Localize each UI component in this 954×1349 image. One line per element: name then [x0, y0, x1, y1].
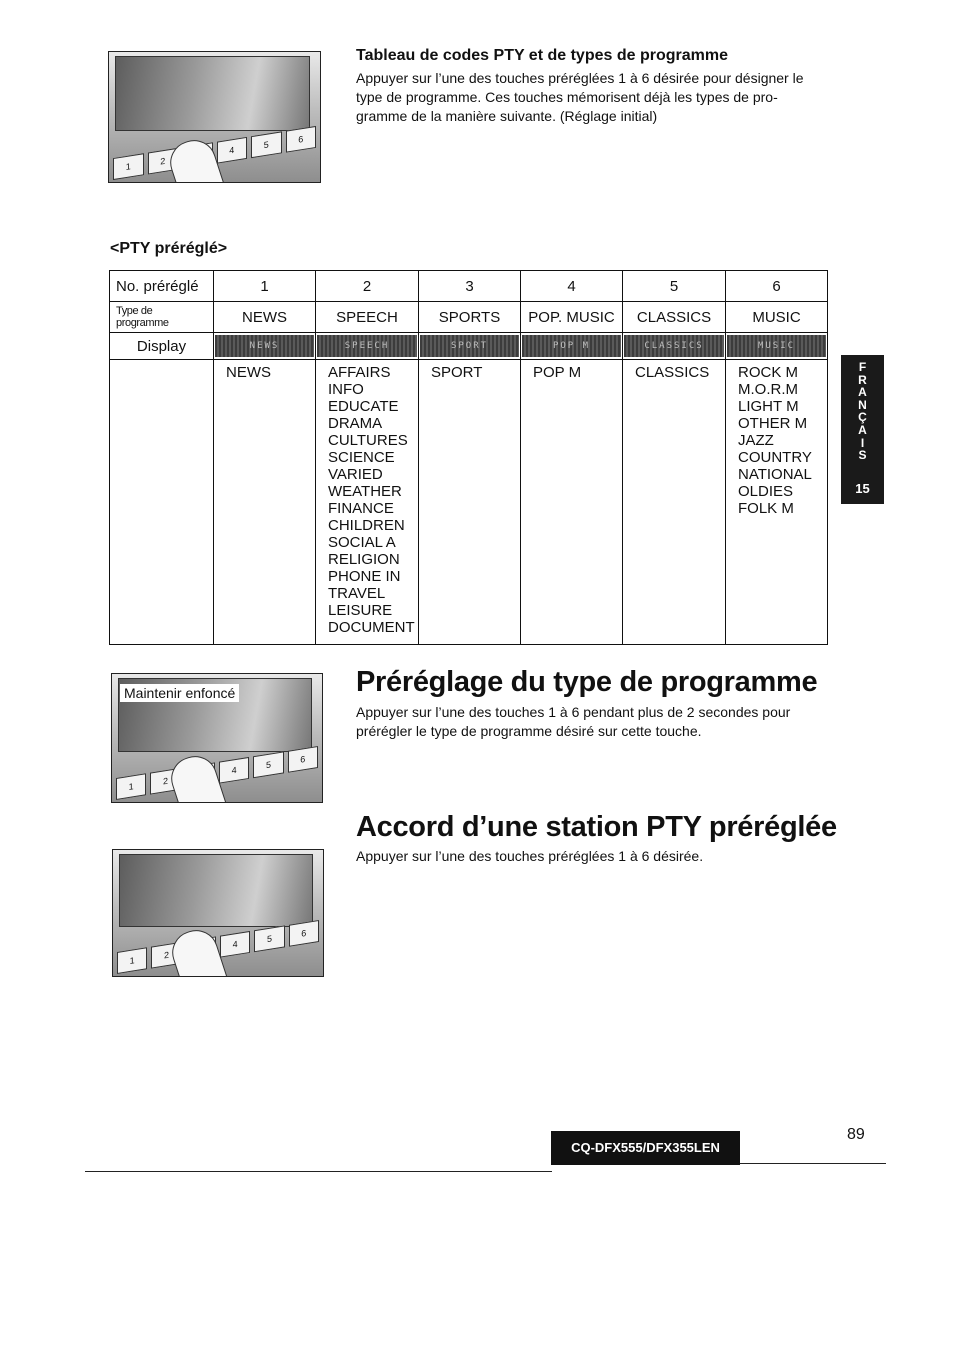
pty-list-item: POP M	[533, 364, 582, 381]
preset-number: 4	[521, 271, 623, 302]
text-line: type de programme. Ces touches mémorisent déjà les types de pro-	[356, 89, 778, 105]
pty-list-item: EDUCATE	[328, 398, 399, 415]
section2-paragraph	[356, 703, 790, 741]
program-type-cell: CLASSICS	[623, 302, 726, 333]
text-line: Appuyer sur l’une des touches préréglées 1 à 6 désirée pour désigner le	[356, 70, 804, 86]
display-cell	[419, 333, 521, 360]
lcd-display-image: SPORT	[420, 335, 519, 357]
text-line: Appuyer sur l’une des touches 1 à 6 pendant plus de 2 secondes pour	[356, 704, 791, 720]
preset-button-5: 5	[251, 131, 282, 158]
pty-list-item: SPORT	[431, 364, 483, 381]
lcd-display-image: CLASSICS	[624, 335, 724, 357]
section-page-number: 15	[855, 481, 870, 496]
preset-button-5: 5	[253, 751, 283, 778]
row-header-preset-no: No. préréglé	[110, 271, 214, 302]
pty-list-item: OLDIES	[738, 483, 794, 500]
preset-button-4: 4	[220, 931, 250, 958]
pty-list-item: FOLK M	[738, 500, 794, 517]
program-type-cell: POP. MUSIC	[521, 302, 623, 333]
preset-number: 1	[214, 271, 316, 302]
tab-letter: I	[860, 435, 865, 450]
section3-paragraph: Appuyer sur l’une des touches préréglées 1 à 6 désirée.	[356, 848, 704, 864]
pty-list-item: JAZZ	[738, 432, 774, 449]
program-type-cell: MUSIC	[726, 302, 828, 333]
pty-list-item: CULTURES	[328, 432, 408, 449]
preset-number: 6	[726, 271, 828, 302]
lcd-display-image: SPEECH	[317, 335, 417, 357]
pty-list-column-5	[623, 360, 726, 645]
section-title-preset-program-type: Préréglage du type de programme	[356, 666, 818, 698]
page-number: 89	[847, 1126, 865, 1143]
lcd-display-image: MUSIC	[727, 335, 826, 357]
display-cell	[726, 333, 828, 360]
pty-list-item: FINANCE	[328, 500, 394, 517]
table-row	[110, 360, 828, 645]
pty-list-item: OTHER M	[738, 415, 808, 432]
display-cell	[316, 333, 419, 360]
tab-letter: S	[858, 448, 867, 463]
section-title-pty-codes: Tableau de codes PTY et de types de programme	[356, 47, 728, 64]
pty-list-column-3	[419, 360, 521, 645]
empty-cell	[110, 360, 214, 645]
preset-button-2: 2	[151, 942, 181, 969]
preset-button-4: 4	[219, 757, 249, 784]
row-header-display: Display	[110, 333, 214, 360]
pty-list-item: PHONE IN	[328, 568, 401, 585]
pty-preset-heading: <PTY préréglé>	[110, 240, 228, 257]
stereo-display-panel	[115, 56, 310, 131]
preset-number: 3	[419, 271, 521, 302]
preset-button-1: 1	[117, 947, 147, 974]
pty-list-item: M.O.R.M	[738, 381, 798, 398]
program-type-cell: NEWS	[214, 302, 316, 333]
pty-list-item: TRAVEL	[328, 585, 386, 602]
pty-list-item: LIGHT M	[738, 398, 799, 415]
pty-list-column-1	[214, 360, 316, 645]
pty-list-item: NATIONAL	[738, 466, 812, 483]
pty-list-column-6	[726, 360, 828, 645]
tab-letter: A	[858, 422, 867, 437]
tab-letter: Ç	[858, 410, 867, 425]
pty-list-item: SCIENCE	[328, 449, 395, 466]
section1-paragraph	[356, 69, 804, 126]
pty-preset-table	[109, 270, 828, 645]
preset-number: 2	[316, 271, 419, 302]
text-line: gramme de la manière suivante. (Réglage initial)	[356, 108, 658, 124]
pty-list-item: NEWS	[226, 364, 271, 381]
preset-button-1: 1	[113, 153, 144, 180]
tab-letter: F	[858, 360, 867, 374]
pty-list-item: ROCK M	[738, 364, 798, 381]
preset-button-1: 1	[116, 773, 146, 800]
display-cell	[623, 333, 726, 360]
stereo-display-panel	[119, 854, 313, 927]
lcd-display-image: POP M	[522, 335, 621, 357]
section-title-tune-pty-station: Accord d’une station PTY préréglée	[356, 811, 837, 843]
lcd-display-image: NEWS	[215, 335, 314, 357]
display-cell	[214, 333, 316, 360]
table-row	[110, 271, 828, 302]
language-side-tab	[841, 355, 884, 504]
display-cell	[521, 333, 623, 360]
language-letters	[841, 355, 884, 462]
pty-list-item: DOCUMENT	[328, 619, 415, 636]
model-number-label: CQ-DFX555/DFX355LEN	[551, 1131, 740, 1165]
program-type-cell: SPEECH	[316, 302, 419, 333]
footer-rule-left	[85, 1171, 552, 1172]
preset-button-5: 5	[254, 925, 284, 952]
preset-button-2: 2	[148, 148, 179, 175]
pty-list-item: WEATHER	[328, 483, 402, 500]
pty-list-item: INFO	[328, 381, 364, 398]
pty-list-item: AFFAIRS	[328, 364, 391, 381]
table-row	[110, 302, 828, 333]
pty-list-item: DRAMA	[328, 415, 383, 432]
pty-list-item: VARIED	[328, 466, 383, 483]
pty-list-item: COUNTRY	[738, 449, 812, 466]
preset-button-6: 6	[288, 746, 318, 773]
tab-letter: R	[858, 372, 867, 387]
table-row	[110, 333, 828, 360]
preset-button-6: 6	[286, 126, 317, 153]
pty-list-item: LEISURE	[328, 602, 393, 619]
pty-list-item: RELIGION	[328, 551, 400, 568]
hold-pressed-label: Maintenir enfoncé	[120, 684, 239, 702]
row-header-program-type: Type de programme	[110, 302, 214, 333]
car-stereo-illustration-3	[112, 849, 324, 977]
pty-list-item: CLASSICS	[635, 364, 710, 381]
preset-button-2: 2	[150, 768, 180, 795]
car-stereo-illustration-2	[111, 673, 323, 803]
preset-button-4: 4	[217, 137, 248, 164]
pty-list-column-4	[521, 360, 623, 645]
pty-list-column-2	[316, 360, 419, 645]
tab-letter: N	[858, 397, 867, 412]
preset-number: 5	[623, 271, 726, 302]
tab-letter: A	[858, 385, 867, 400]
text-line: prérégler le type de programme désiré sur cette touche.	[356, 723, 702, 739]
preset-button-6: 6	[289, 920, 319, 947]
pty-list-item: CHILDREN	[328, 517, 405, 534]
car-stereo-illustration-1	[108, 51, 321, 183]
pty-list-item: SOCIAL A	[328, 534, 396, 551]
footer-rule-right	[740, 1163, 886, 1164]
program-type-cell: SPORTS	[419, 302, 521, 333]
